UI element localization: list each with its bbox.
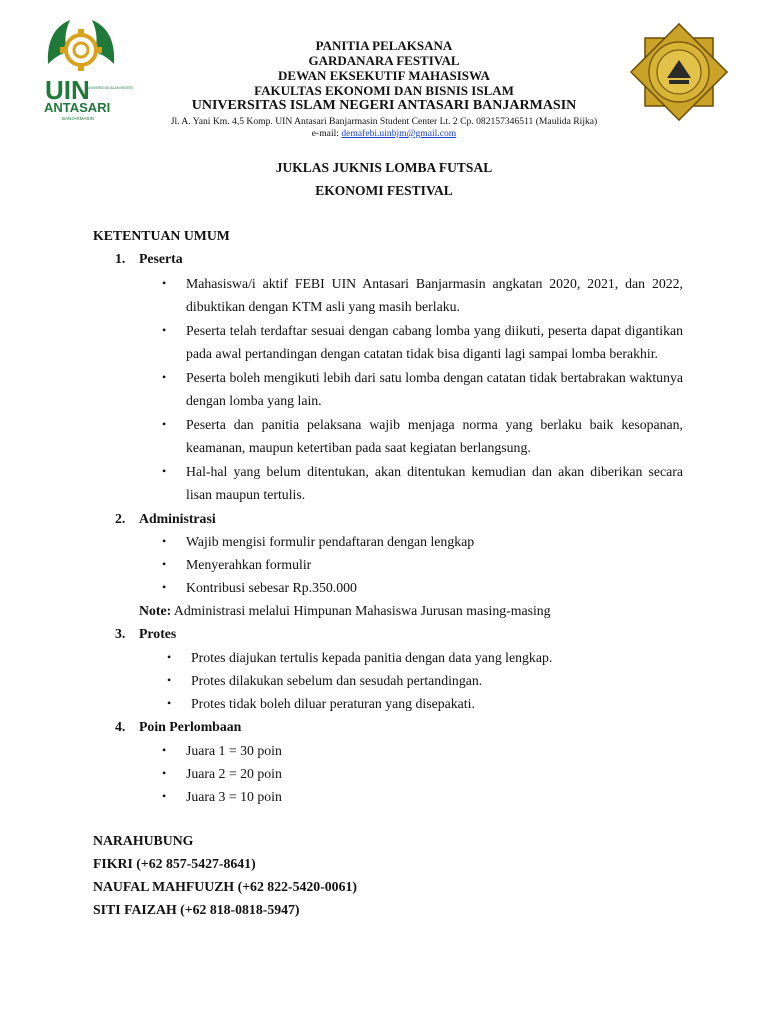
list-item: • Menyerahkan formulir: [186, 553, 683, 576]
item-label: Poin Perlombaan: [139, 719, 242, 734]
item-poin: [93, 715, 683, 738]
list-item: • Juara 1 = 30 poin: [186, 739, 683, 762]
contacts-block: [93, 829, 683, 921]
administrasi-list: [162, 530, 683, 599]
list-item: • Mahasiswa/i aktif FEBI UIN Antasari Banjarmasin angkatan 2020, 2021, dan 2022, dibuktikan dengan KTM asli yang masih berlaku.: [186, 272, 683, 318]
bullet-icon: •: [162, 743, 167, 757]
item-label: Administrasi: [139, 511, 216, 526]
doc-title: JUKLAS JUKNIS LOMBA FUTSAL: [275, 160, 493, 175]
item-label: Protes: [139, 626, 177, 641]
list-item: • Wajib mengisi formulir pendaftaran dengan lengkap: [186, 530, 683, 553]
bullet-icon: •: [162, 276, 167, 290]
document-body: [93, 227, 683, 921]
bullet-icon: •: [162, 789, 167, 803]
list-item: • Peserta telah terdaftar sesuai dengan cabang lomba yang diikuti, peserta dapat digantikan pada awal pertandingan dengan catatan tidak bisa diganti lagi sampai lomba berakhir.: [186, 319, 683, 365]
bullet-icon: •: [167, 696, 172, 710]
doc-subtitle: EKONOMI FESTIVAL: [315, 183, 453, 198]
header-line-3: DEWAN EKSEKUTIF MAHASISWA: [278, 68, 490, 83]
header-line-2: GARDANARA FESTIVAL: [308, 53, 460, 68]
bullet-icon: •: [162, 766, 167, 780]
header-address: Jl. A. Yani Km. 4,5 Komp. UIN Antasari Banjarmasin Student Center Lt. 2 Cp. 082157346511 (Maulida Rijka): [170, 116, 598, 127]
list-item: • Kontribusi sebesar Rp.350.000: [186, 576, 683, 599]
header-line-5: UNIVERSITAS ISLAM NEGERI ANTASARI BANJARMASIN: [191, 98, 577, 113]
logo-antasari-text: ANTASARI: [44, 100, 111, 115]
protes-list: [167, 646, 683, 715]
bullet-icon: •: [162, 534, 167, 548]
poin-list: [162, 739, 683, 808]
email-link[interactable]: demafebi.uinbjm@gmail.com: [341, 128, 457, 139]
header-line-4: FAKULTAS EKONOMI DAN BISNIS ISLAM: [254, 83, 514, 98]
list-item: • Juara 3 = 10 poin: [186, 785, 683, 808]
list-item: • Peserta dan panitia pelaksana wajib menjaga norma yang berlaku baik kesopanan, keamanan, maupun ketertiban pada saat kegiatan berlangsung.: [186, 413, 683, 459]
bullet-icon: •: [162, 557, 167, 571]
email-label: e-mail:: [311, 128, 339, 139]
letterhead: [110, 38, 658, 140]
header-line-1: PANITIA PELAKSANA: [315, 38, 453, 53]
contact-person: FIKRI (+62 857-5427-8641): [93, 856, 256, 871]
list-item: • Protes tidak boleh diluar peraturan yang disepakati.: [191, 692, 683, 715]
item-number: 4.: [115, 719, 126, 734]
bullet-icon: •: [162, 580, 167, 594]
note-text: Administrasi melalui Himpunan Mahasiswa Jurusan masing-masing: [173, 603, 551, 618]
bullet-icon: •: [162, 323, 167, 337]
item-protes: [93, 622, 683, 645]
bullet-icon: •: [167, 650, 172, 664]
item-number: 2.: [115, 511, 126, 526]
list-item: • Hal-hal yang belum ditentukan, akan ditentukan kemudian dan akan diberikan secara lisan maupun tertulis.: [186, 460, 683, 506]
bullet-icon: •: [162, 417, 167, 431]
section-heading: KETENTUAN UMUM: [93, 228, 230, 243]
bullet-icon: •: [162, 370, 167, 384]
list-item: • Protes diajukan tertulis kepada panitia dengan data yang lengkap.: [191, 646, 683, 669]
contacts-heading: NARAHUBUNG: [93, 833, 194, 848]
contact-person: NAUFAL MAHFUUZH (+62 822-5420-0061): [93, 879, 357, 894]
item-label: Peserta: [139, 251, 183, 266]
item-number: 1.: [115, 251, 126, 266]
list-item: • Protes dilakukan sebelum dan sesudah pertandingan.: [191, 669, 683, 692]
bullet-icon: •: [162, 464, 167, 478]
header-email-line: [110, 128, 658, 140]
list-item: • Juara 2 = 20 poin: [186, 762, 683, 785]
peserta-list: [162, 272, 683, 506]
uin-antasari-logo: [42, 14, 133, 124]
item-number: 3.: [115, 626, 126, 641]
logo-uin-text: UIN: [45, 75, 90, 105]
administrasi-note: [139, 599, 683, 622]
item-administrasi: [93, 507, 683, 530]
logo-small-text: UNIVERSITAS ISLAM NEGERI: [88, 86, 133, 90]
list-item: • Peserta boleh mengikuti lebih dari satu lomba dengan catatan tidak bertabrakan waktunya dengan lomba yang lain.: [186, 366, 683, 412]
bullet-icon: •: [167, 673, 172, 687]
note-label: Note:: [139, 603, 172, 618]
logo-city-text: BANJARMASIN: [62, 116, 95, 121]
item-peserta: [93, 249, 683, 269]
contact-person: SITI FAIZAH (+62 818-0818-5947): [93, 902, 300, 917]
